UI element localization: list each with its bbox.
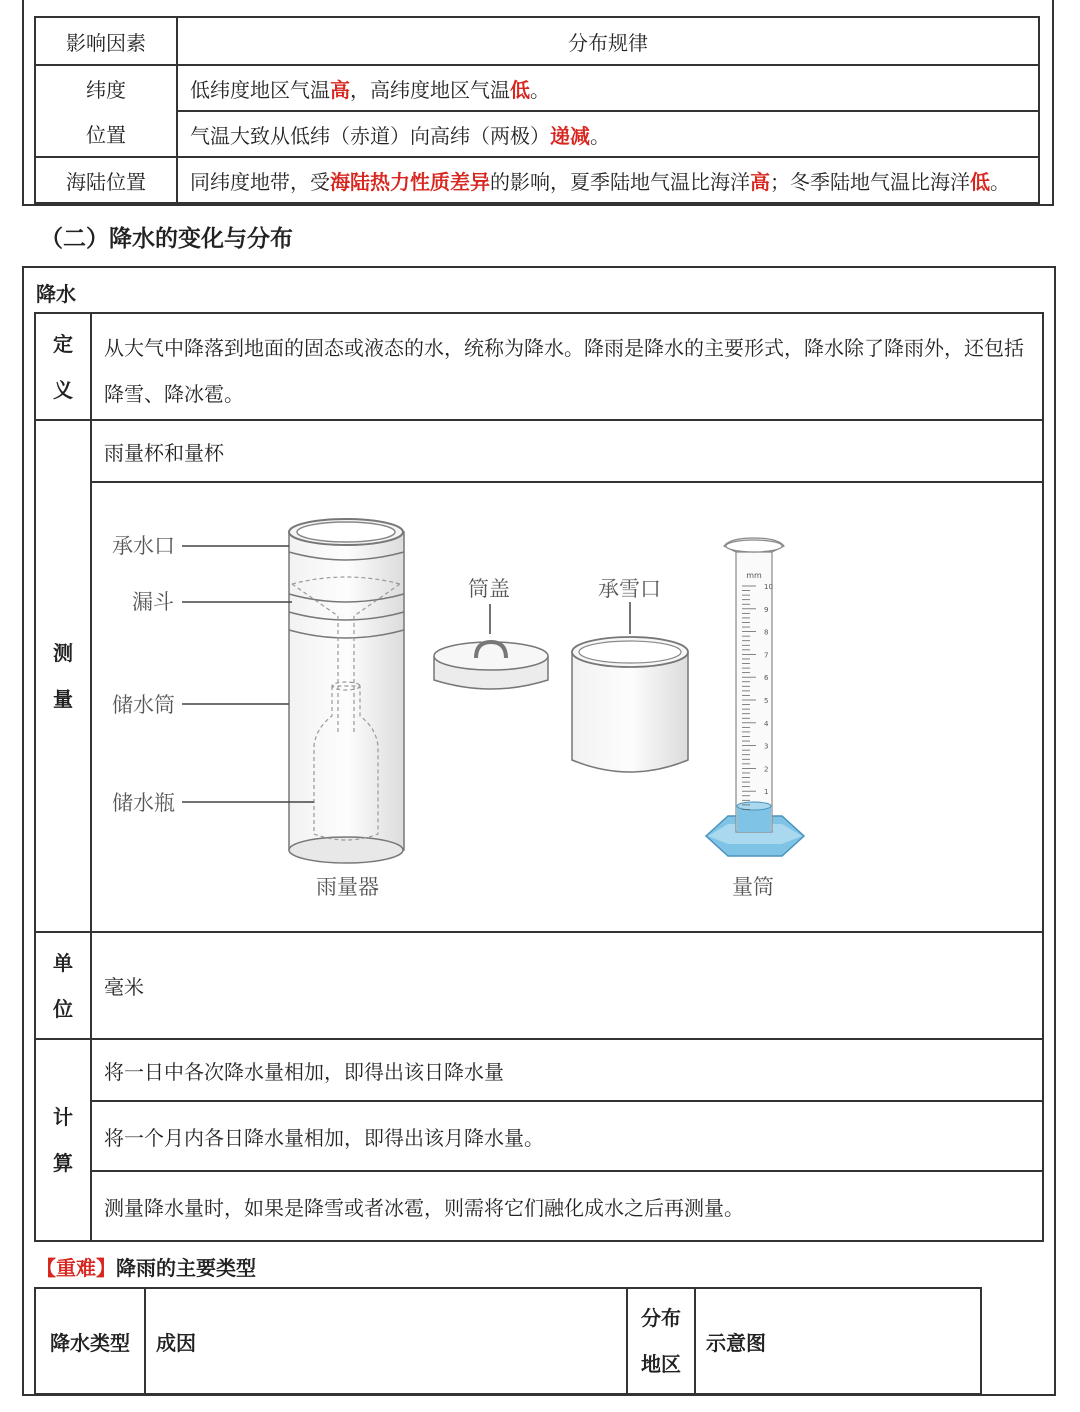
label-char: 义: [53, 377, 73, 402]
scale-unit: mm: [746, 571, 762, 580]
label-char: 量: [53, 687, 73, 711]
content-cell: [91, 1101, 1043, 1171]
content-cell: [91, 932, 1043, 1039]
factor-latitude: 纬度: [86, 78, 126, 102]
content-cell: [91, 313, 1043, 420]
label-char: 计: [53, 1105, 73, 1129]
header-cell: [627, 1288, 695, 1394]
text-segment: ；冬季陆地气温比海洋: [770, 169, 970, 194]
scale-tick-label: 3: [764, 742, 769, 751]
definition-text: 从大气中降落到地面的固态或液态的水，统称为降水。降雨是降水的主要形式，降水除了降雨外，还包括降雪、降冰雹。: [104, 335, 1024, 406]
header-pattern: 分布规律: [568, 30, 648, 55]
header-cause: 成因: [156, 1330, 196, 1355]
text-segment: 。: [530, 77, 550, 102]
key-section-heading: [36, 1252, 256, 1281]
header-factor: 影响因素: [66, 30, 146, 55]
label-char: 定: [53, 331, 73, 356]
calc-line: 测量降水量时，如果是降雪或者冰雹，则需将它们融化成水之后再测量。: [104, 1195, 744, 1220]
label-char: 位: [53, 996, 73, 1021]
lid-label: 筒盖: [468, 577, 510, 601]
measuring-cylinder: [706, 538, 804, 899]
key-tag: 【重难】: [36, 1256, 116, 1280]
pattern-land-sea: [178, 166, 1038, 195]
gauge-caption: 雨量器: [316, 875, 379, 899]
snow-label: 承雪口: [598, 577, 661, 601]
header-cell: [177, 17, 1039, 65]
text-segment: 。: [990, 169, 1010, 194]
precip-header: 降水: [36, 282, 76, 306]
text-segment: 。: [590, 123, 610, 148]
content-cell: [91, 1039, 1043, 1101]
calc-label: [36, 1094, 90, 1186]
label-funnel: 漏斗: [132, 590, 174, 614]
rain-gauge-figure: [92, 484, 1042, 930]
text-segment: 气温大致从低纬（赤道）向高纬（两极）: [190, 123, 550, 148]
content-cell: [91, 1171, 1043, 1241]
precip-table: [34, 312, 1044, 1242]
header-text: 分布: [641, 1306, 681, 1330]
text-segment: 的影响，夏季陆地气温比海洋: [490, 169, 750, 194]
label-reservoir: 储水筒: [112, 693, 175, 717]
label-cell: [35, 1039, 91, 1241]
pattern-cell: [177, 65, 1039, 111]
pattern-position: [178, 120, 1038, 149]
snow-receiver: [572, 577, 688, 772]
highlight-thermal: 海陆热力性质差异: [330, 169, 490, 194]
cylinder-caption: 量筒: [732, 875, 774, 899]
scale-tick-label: 2: [764, 765, 769, 774]
factor-position: 位置: [86, 123, 126, 147]
scale-tick-label: 9: [764, 605, 769, 614]
factor-cell: [35, 111, 177, 157]
label-cell: [35, 313, 91, 420]
temperature-table: [34, 16, 1040, 204]
scale-tick-label: 8: [764, 628, 769, 637]
label-char: 测: [53, 641, 73, 665]
content-cell: [91, 420, 1043, 482]
pattern-cell: [177, 111, 1039, 157]
factor-cell: [35, 157, 177, 203]
scale-tick-label: 1: [764, 788, 769, 797]
scale-tick-label: 6: [764, 674, 769, 683]
calc-line: 将一个月内各日降水量相加，即得出该月降水量。: [104, 1125, 544, 1150]
header-diagram: 示意图: [706, 1330, 766, 1355]
text-segment: 同纬度地带，受: [190, 169, 330, 194]
header-cell: [145, 1288, 627, 1394]
text-segment: ，高纬度地区气温: [350, 77, 510, 102]
highlight-low: 低: [970, 169, 990, 194]
calc-line: 将一日中各次降水量相加，即得出该日降水量: [104, 1059, 504, 1084]
highlight-low: 低: [510, 77, 530, 102]
highlight-high: 高: [750, 169, 770, 194]
factor-land-sea: 海陆位置: [66, 169, 146, 194]
key-title: 降雨的主要类型: [116, 1256, 256, 1280]
unit-text: 毫米: [104, 975, 144, 999]
section-title: （二）降水的变化与分布: [40, 225, 293, 252]
label-inlet: 承水口: [112, 534, 175, 558]
label-cell: [35, 420, 91, 932]
rain-gauge: [112, 519, 404, 899]
pattern-cell: [177, 157, 1039, 203]
figure-cell: [91, 482, 1043, 932]
definition-label: [36, 321, 90, 413]
scale-tick-label: 10: [764, 583, 773, 591]
measure-label: [36, 630, 90, 722]
header-cell: [35, 1288, 145, 1394]
header-distribution: [628, 1295, 694, 1387]
label-cell: [35, 932, 91, 1039]
pattern-latitude: [178, 74, 1038, 103]
highlight-high: 高: [330, 77, 350, 102]
scale-tick-label: 7: [764, 651, 769, 660]
label-char: 单: [53, 950, 73, 975]
header-cell: [35, 17, 177, 65]
header-text: 地区: [641, 1352, 681, 1376]
text-segment: 低纬度地区气温: [190, 77, 330, 102]
scale-tick-label: 4: [764, 719, 769, 728]
header-cell: [695, 1288, 981, 1394]
unit-label: [36, 940, 90, 1032]
label-char: 算: [53, 1151, 73, 1175]
highlight-decrease: 递减: [550, 123, 590, 148]
label-bottle: 储水瓶: [112, 791, 175, 815]
factor-cell: [35, 65, 177, 111]
header-type: 降水类型: [50, 1330, 130, 1355]
measure-tool-title: 雨量杯和量杯: [104, 440, 224, 465]
scale-tick-label: 5: [764, 697, 769, 705]
rain-types-table: [34, 1287, 982, 1395]
gauge-lid: [434, 577, 548, 689]
